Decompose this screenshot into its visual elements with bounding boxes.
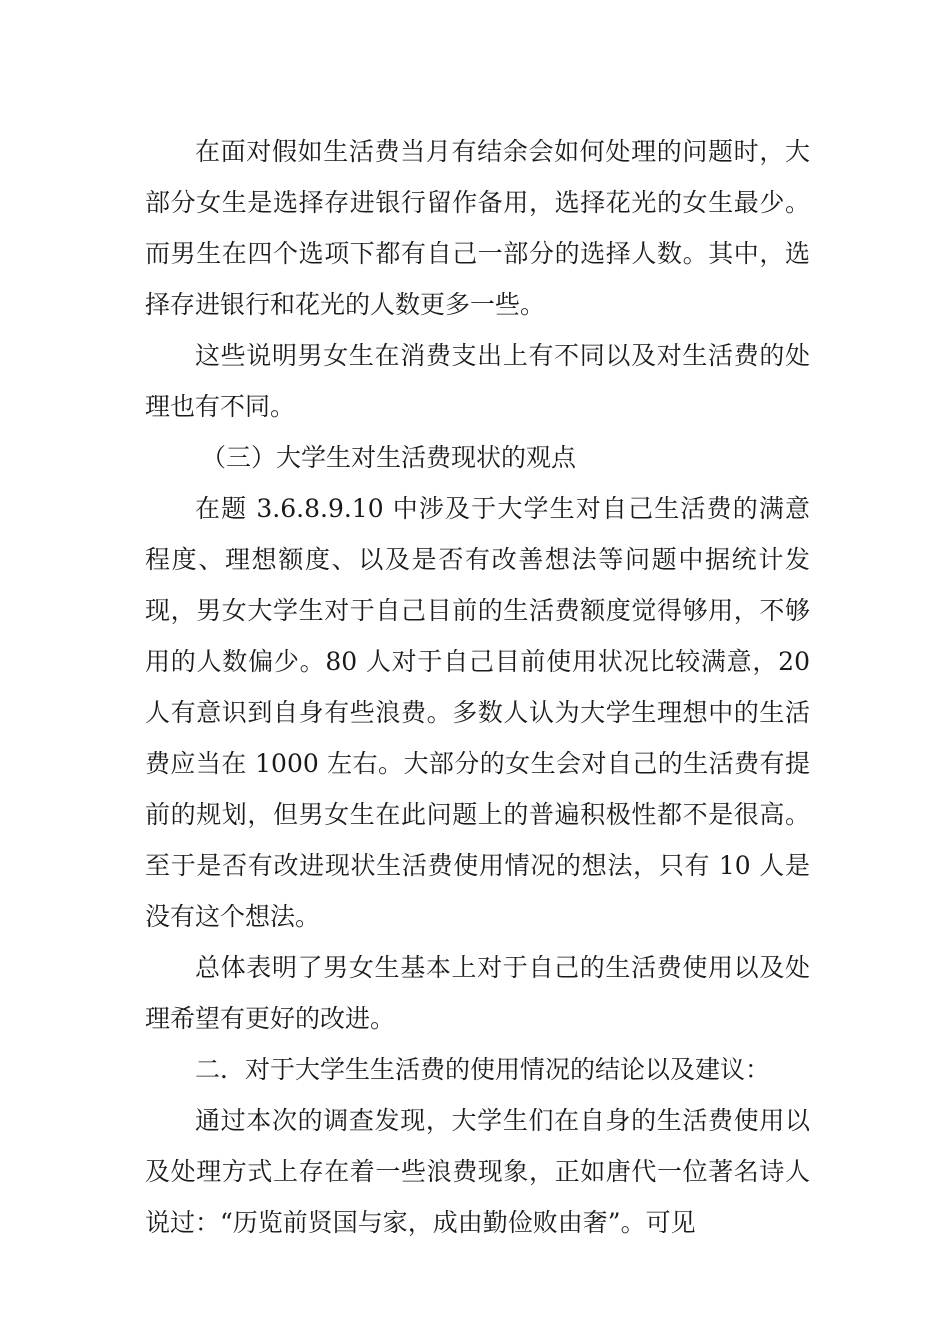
section-heading-conclusion: 二．对于大学生生活费的使用情况的结论以及建议： <box>195 1055 771 1084</box>
paragraph-difference-summary: 这些说明男女生在消费支出上有不同以及对生活费的处理也有不同。 <box>145 341 810 421</box>
paragraph-opinions: 在题 3.6.8.9.10 中涉及于大学生对自己生活费的满意程度、理想额度、以及是否有改善想法等问题中据统计发现，男女大学生对于自己目前的生活费额度觉得够用，不够用的人数偏少。80 人对于自己目前使用状况比较满意，20 人有意识到自身有些浪费。多数人认为大学生理想中的生活费应当在 1000 左右。大部分的女生会对自己的生活费有提前的规划，但男女生在此问题上的普遍积极性都不是很高。至于是否有改进现状生活费使用情况的想法，只有 10 人是没有这个想法。 <box>145 494 810 931</box>
document-page <box>145 126 810 1248</box>
paragraph-survey-finding: 通过本次的调查发现，大学生们在自身的生活费使用以及处理方式上存在着一些浪费现象，正如唐代一位著名诗人说过：“历览前贤国与家，成由勤俭败由奢”。可见 <box>145 1106 810 1237</box>
paragraph-surplus-handling: 在面对假如生活费当月有结余会如何处理的问题时，大部分女生是选择存进银行留作备用，选择花光的女生最少。而男生在四个选项下都有自己一部分的选择人数。其中，选择存进银行和花光的人数更多一些。 <box>145 137 810 319</box>
paragraph-overall: 总体表明了男女生基本上对于自己的生活费使用以及处理希望有更好的改进。 <box>145 953 810 1033</box>
section-heading-3: （三）大学生对生活费现状的观点 <box>201 443 577 472</box>
